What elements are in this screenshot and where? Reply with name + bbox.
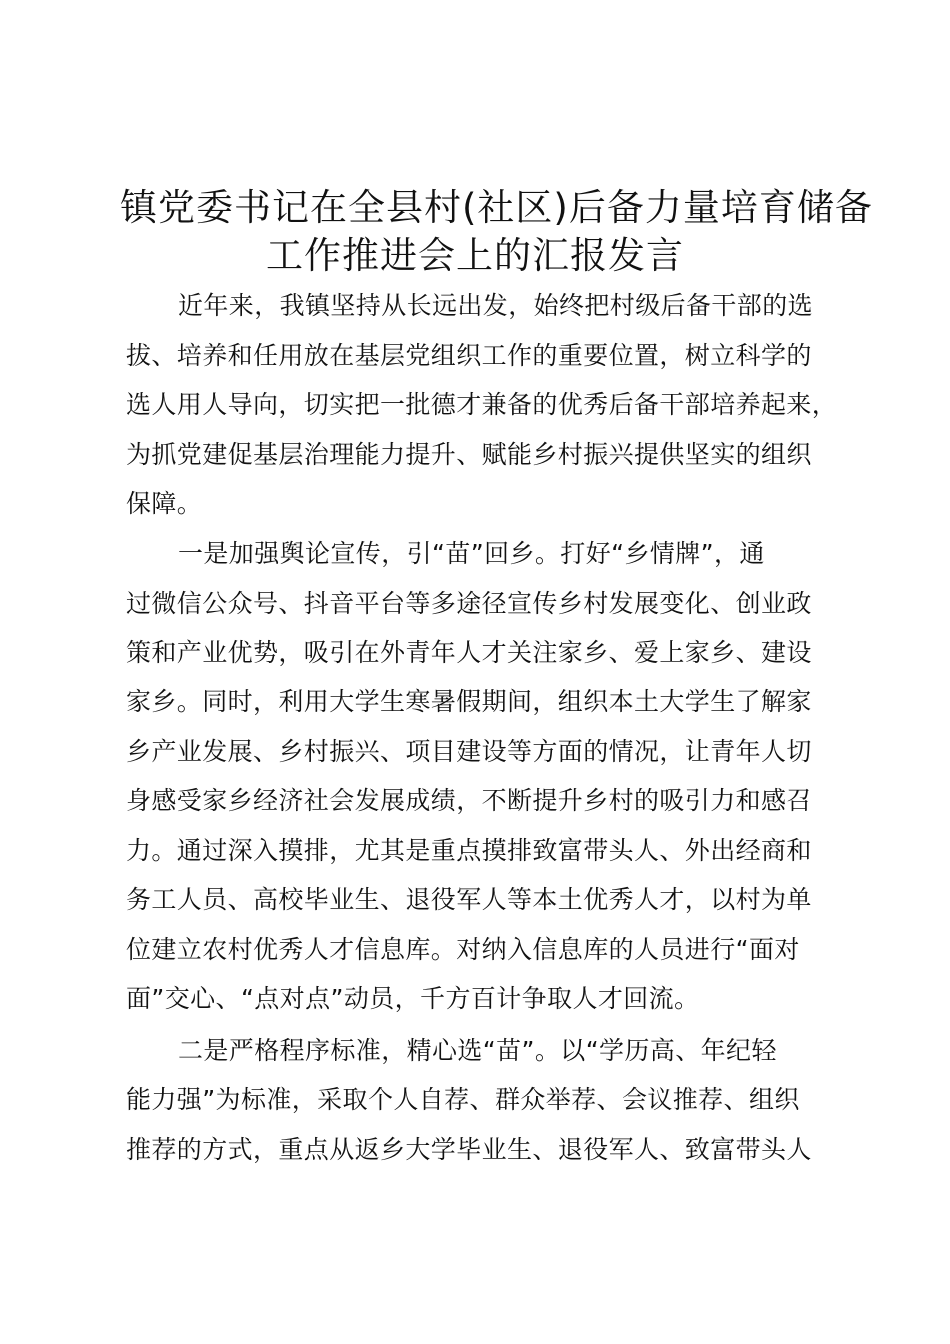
paragraph-2-line-1: 一是加强舆论宣传，引“苗”回乡。打好“乡情牌”，通 [178,539,765,568]
paragraph-2-line-8: 务工人员、高校毕业生、退役军人等本土优秀人才，以村为单 [126,885,812,914]
document-title-line-1: 镇党委书记在全县村(社区)后备力量培育储备 [120,186,873,229]
paragraph-1-line-1: 近年来，我镇坚持从长远出发，始终把村级后备干部的选 [178,291,814,320]
paragraph-2-line-3: 策和产业优势，吸引在外青年人才关注家乡、爱上家乡、建设 [126,638,812,667]
paragraph-2-line-5: 乡产业发展、乡村振兴、项目建设等方面的情况，让青年人切 [126,737,812,766]
document-title-line-2: 工作推进会上的汇报发言 [266,234,684,277]
paragraph-1-line-4: 为抓党建促基层治理能力提升、赋能乡村振兴提供坚实的组织 [126,440,812,469]
paragraph-2-line-7: 力。通过深入摸排，尤其是重点摸排致富带头人、外出经商和 [126,836,812,865]
paragraph-2-line-4: 家乡。同时，利用大学生寒暑假期间，组织本土大学生了解家 [126,687,812,716]
paragraph-1-line-5: 保障。 [126,489,203,518]
paragraph-2-line-10: 面”交心、“点对点”动员，千方百计争取人才回流。 [126,984,700,1013]
paragraph-2-line-2: 过微信公众号、抖音平台等多途径宣传乡村发展变化、创业政 [126,589,812,618]
paragraph-1-line-3: 选人用人导向，切实把一批德才兼备的优秀后备干部培养起来， [126,390,838,419]
paragraph-2-line-9: 位建立农村优秀人才信息库。对纳入信息库的人员进行“面对 [126,935,800,964]
paragraph-3-line-3: 推荐的方式，重点从返乡大学毕业生、退役军人、致富带头人 [126,1135,812,1164]
paragraph-1-line-2: 拔、培养和任用放在基层党组织工作的重要位置，树立科学的 [126,341,812,370]
paragraph-3-line-1: 二是严格程序标准，精心选“苗”。以“学历高、年纪轻 [178,1036,777,1065]
paragraph-3-line-2: 能力强”为标准，采取个人自荐、群众举荐、会议推荐、组织 [126,1085,800,1114]
paragraph-2-line-6: 身感受家乡经济社会发展成绩，不断提升乡村的吸引力和感召 [126,786,812,815]
